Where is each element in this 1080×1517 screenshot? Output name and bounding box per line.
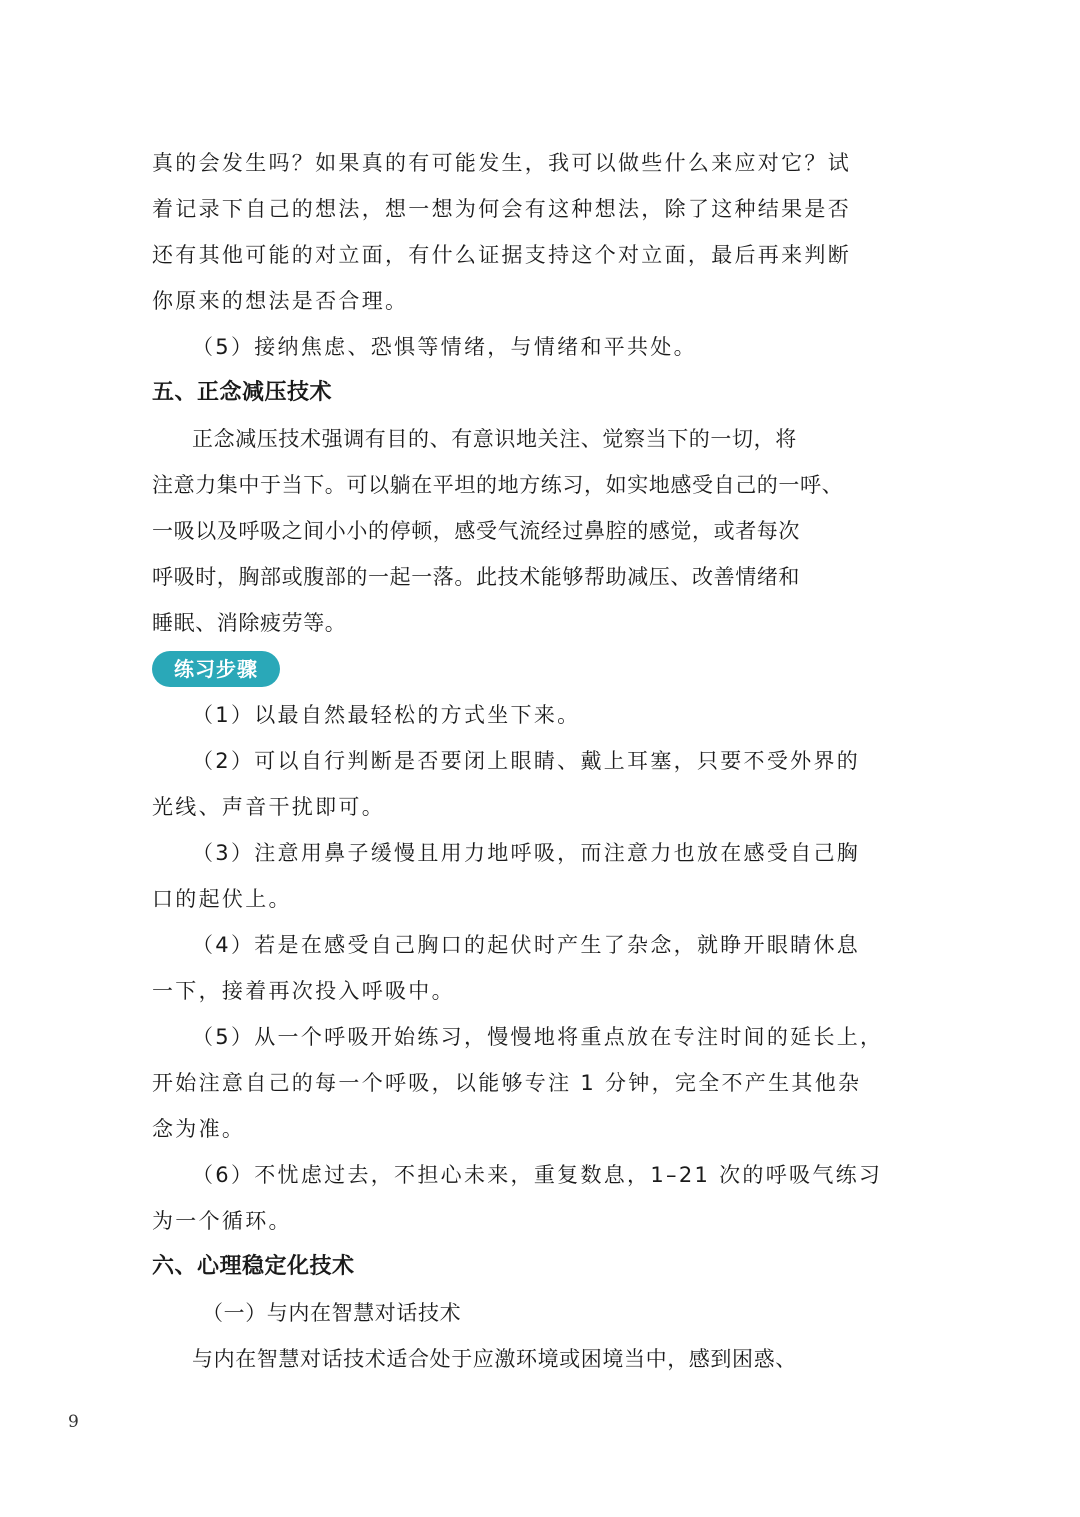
badge-row [152,646,848,692]
text-line: （2）可以自行判断是否要闭上眼睛、戴上耳塞，只要不受外界的 [192,749,861,773]
section-paragraph [152,416,848,646]
intro-paragraph [152,140,851,324]
text-line: 口的起伏上。 [152,887,292,911]
list-item [152,738,861,830]
list-item [152,830,861,922]
text-line: （3）注意用鼻子缓慢且用力地呼吸，而注意力也放在感受自己胸 [192,841,861,865]
subsection-heading: （一）与内在智慧对话技术 [202,1301,462,1325]
text-line: 光线、声音干扰即可。 [152,795,385,819]
section-heading: 五、正念减压技术 [152,380,333,405]
list-item [152,1014,884,1152]
practice-steps-badge: 练习步骤 [152,651,280,687]
page-number: 9 [68,1412,79,1432]
text-line: 与内在智慧对话技术适合处于应激环境或困境当中，感到困惑、 [192,1347,797,1371]
text-line: （1）以最自然最轻松的方式坐下来。 [192,703,581,727]
text-line: 睡眠、消除疲劳等。 [152,611,347,635]
section-heading: 六、心理稳定化技术 [152,1254,355,1279]
text-line: 真的会发生吗？如果真的有可能发生，我可以做些什么来应对它？试 [152,151,851,175]
text-line: 注意力集中于当下。可以躺在平坦的地方练习，如实地感受自己的一呼、 [152,473,844,497]
page-content [152,140,884,1382]
text-line: 呼吸时，胸部或腹部的一起一落。此技术能够帮助减压、改善情绪和 [152,565,800,589]
text-line: （5）从一个呼吸开始练习，慢慢地将重点放在专注时间的延长上， [192,1025,884,1049]
text-line: 着记录下自己的想法，想一想为何会有这种想法，除了这种结果是否 [152,197,851,221]
text-line: 念为准。 [152,1117,246,1141]
text-line: 一吸以及呼吸之间小小的停顿，感受气流经过鼻腔的感觉，或者每次 [152,519,800,543]
steps-list [152,692,884,1244]
text-line: 你原来的想法是否合理。 [152,289,409,313]
list-item: （5）接纳焦虑、恐惧等情绪，与情绪和平共处。 [192,335,697,359]
text-line: 正念减压技术强调有目的、有意识地关注、觉察当下的一切，将 [192,427,797,451]
list-item [152,922,861,1014]
list-item [152,1152,883,1244]
text-line: （4）若是在感受自己胸口的起伏时产生了杂念，就睁开眼睛休息 [192,933,861,957]
text-line: （6）不忧虑过去，不担心未来，重复数息，1–21 次的呼吸气练习 [192,1163,883,1187]
text-line: 开始注意自己的每一个呼吸，以能够专注 1 分钟，完全不产生其他杂 [152,1071,862,1095]
list-item [152,692,848,738]
text-line: 还有其他可能的对立面，有什么证据支持这个对立面，最后再来判断 [152,243,851,267]
text-line: 一下，接着再次投入呼吸中。 [152,979,455,1003]
text-line: 为一个循环。 [152,1209,292,1233]
